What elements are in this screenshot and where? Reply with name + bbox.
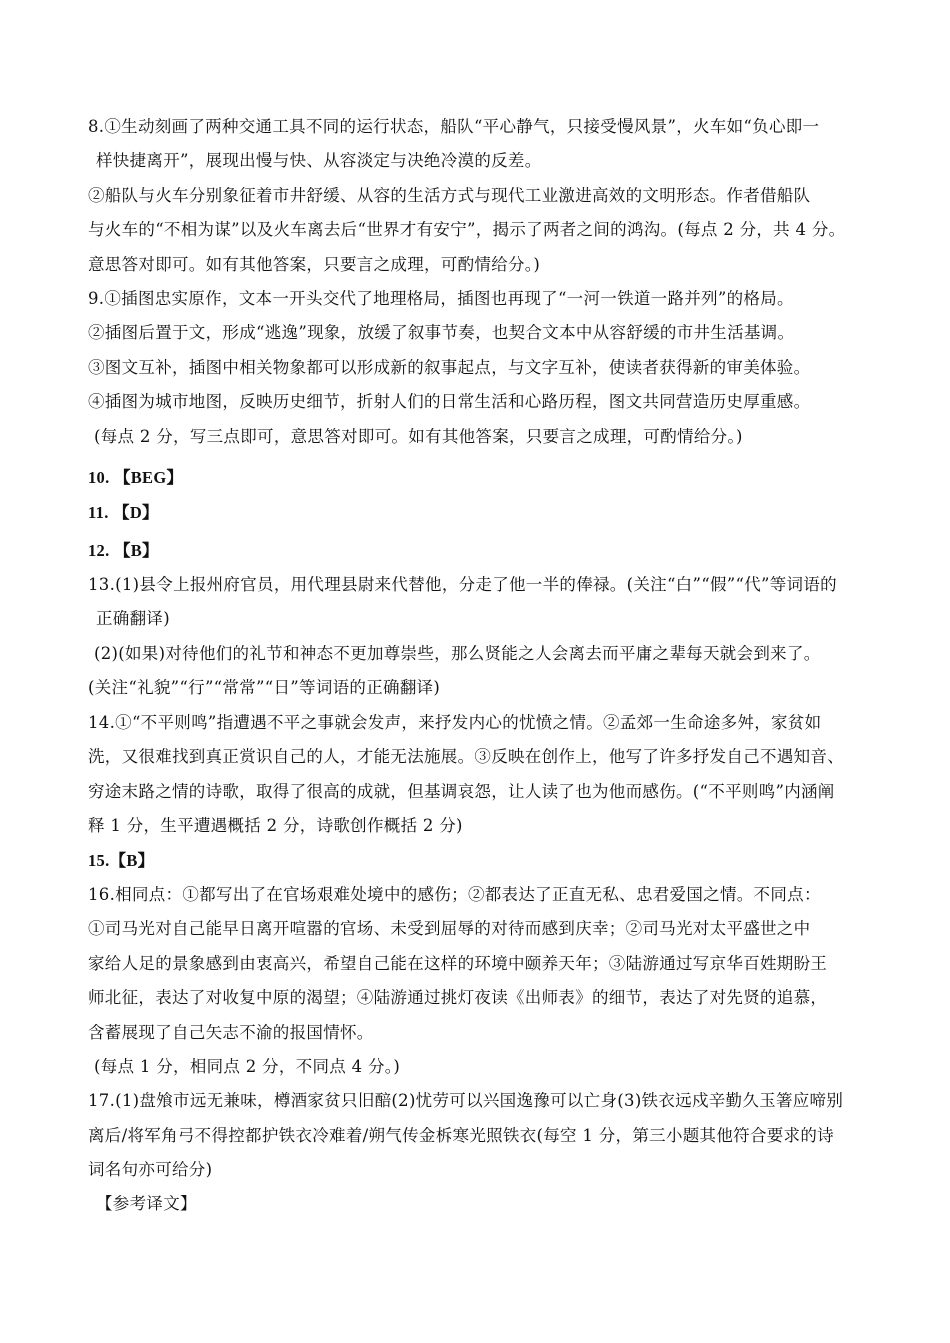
answer-12: 12. 【B】 [88, 541, 159, 560]
text-line: ③图文互补，插图中相关物象都可以形成新的叙事起点，与文字互补，使读者获得新的审美体验。 [88, 358, 811, 377]
text-line: (2)(如果)对待他们的礼节和神态不更加尊崇些，那么贤能之人会离去而平庸之辈每天就会到来了。 [94, 644, 821, 663]
text-line: 释 1 分，生平遭遇概括 2 分，诗歌创作概括 2 分) [88, 816, 463, 835]
text-line: 穷途末路之情的诗歌，取得了很高的成就，但基调哀怨，让人读了也为他而感伤。(“不平则鸣”内涵阐 [88, 782, 835, 801]
text-line: ②船队与火车分别象征着市井舒缓、从容的生活方式与现代工业激进高效的文明形态。作者借船队 [88, 186, 811, 205]
text-line: 14.①“不平则鸣”指遭遇不平之事就会发声，来抒发内心的忧愤之情。②孟郊一生命途多舛，家贫如 [88, 713, 822, 732]
text-line: 含蓄展现了自己矢志不渝的报国情怀。 [88, 1023, 374, 1042]
text-line: 词名句亦可给分) [88, 1160, 213, 1179]
text-line: ②插图后置于文，形成“逃逸”现象，放缓了叙事节奏，也契合文本中从容舒缓的市井生活基调。 [88, 323, 795, 342]
answer-15: 15.【B】 [88, 851, 155, 870]
text-line: 17.(1)盘飧市远无兼味，樽酒家贫只旧醅(2)忧劳可以兴国逸豫可以亡身(3)铁衣远戍辛勤久玉箸应啼别 [88, 1091, 844, 1110]
text-line: 样快捷离开”，展现出慢与快、从容淡定与决绝冷漠的反差。 [96, 151, 542, 170]
answer-10: 10. 【BEG】 [88, 468, 184, 487]
text-line: (关注“礼貌”“行”“常常”“日”等词语的正确翻译) [88, 678, 441, 697]
text-line: (每点 1 分，相同点 2 分，不同点 4 分。) [94, 1057, 401, 1076]
text-line: ④插图为城市地图，反映历史细节，折射人们的日常生活和心路历程，图文共同营造历史厚重感。 [88, 392, 811, 411]
text-line: ①司马光对自己能早日离开喧嚣的官场、未受到屈辱的对待而感到庆幸；②司马光对太平盛世之中 [88, 919, 811, 938]
text-line: 13.(1)县令上报州府官员，用代理县尉来代替他，分走了他一半的俸禄。(关注“白”“假”“代”等词语的 [88, 575, 837, 594]
text-line: 与火车的“不相为谋”以及火车离去后“世界才有安宁”，揭示了两者之间的鸿沟。(每点 2 分，共 4 分。 [88, 220, 846, 239]
text-line: 9.①插图忠实原作，文本一开头交代了地理格局，插图也再现了“一河一铁道一路并列”的格局。 [88, 289, 794, 308]
text-line: 8.①生动刻画了两种交通工具不同的运行状态，船队“平心静气，只接受慢风景”，火车如“负心即一 [88, 117, 820, 136]
section-heading: 【参考译文】 [96, 1194, 197, 1213]
text-line: 正确翻译) [96, 609, 170, 628]
text-line: 16.相同点：①都写出了在官场艰难处境中的感伤；②都表达了正直无私、忠君爱国之情。不同点： [88, 885, 821, 904]
answer-11: 11. 【D】 [88, 503, 159, 522]
text-line: 师北征，表达了对收复中原的渴望；④陆游通过挑灯夜读《出师表》的细节，表达了对先贤的追慕， [88, 988, 828, 1007]
text-line: 离后/将军角弓不得控都护铁衣冷难着/朔气传金柝寒光照铁衣(每空 1 分，第三小题其他符合要求的诗 [88, 1126, 834, 1145]
text-line: (每点 2 分，写三点即可，意思答对即可。如有其他答案，只要言之成理，可酌情给分。) [94, 427, 743, 446]
text-line: 家给人足的景象感到由衷高兴，希望自己能在这样的环境中颐养天年；③陆游通过写京华百姓期盼王 [88, 954, 828, 973]
text-line: 意思答对即可。如有其他答案，只要言之成理，可酌情给分。) [88, 255, 541, 274]
text-line: 洗，又很难找到真正赏识自己的人，才能无法施展。③反映在创作上，他写了许多抒发自己不遇知音、 [88, 747, 844, 766]
